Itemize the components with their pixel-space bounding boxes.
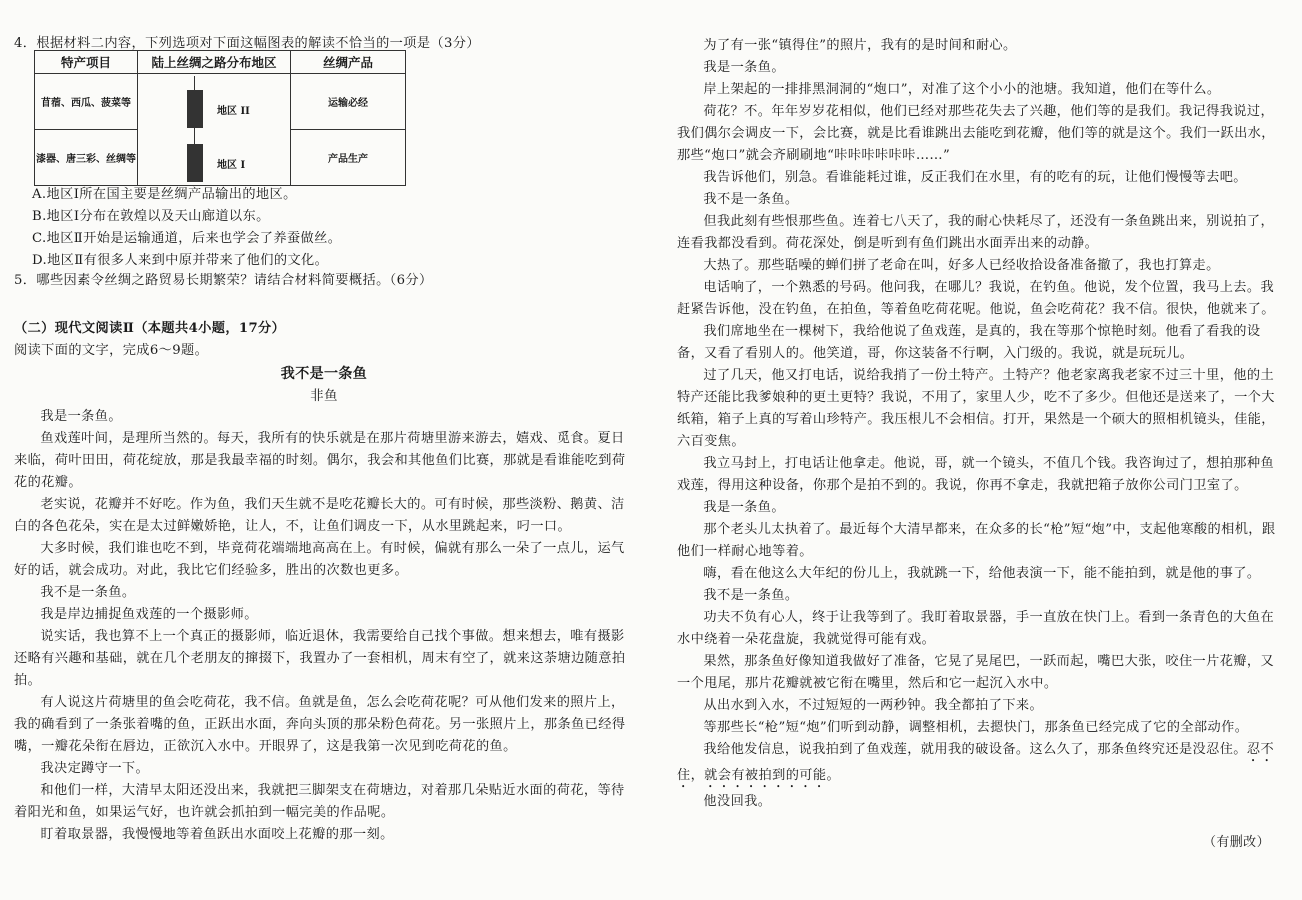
paragraph: 说实话，我也算不上一个真正的摄影师，临近退休，我需要给自己找个事做。想来想去，唯有摄影还略有兴趣和基础，就在几个老朋友的撺掇下，我置办了一套相机，周末有空了，就来这荼塘边随意拍拍。 — [14, 629, 626, 688]
option-a: A.地区Ⅰ所在国主要是丝绸产品输出的地区。 — [32, 187, 297, 202]
story-author: 非鱼 — [310, 388, 338, 404]
paragraph: 果然，那条鱼好像知道我做好了准备，它晃了晃尾巴，一跃而起，嘴巴大张，咬住一片花瓣，又一个甩尾，那片花瓣就被它衔在嘴里，然后和它一起沉入水中。 — [677, 654, 1275, 691]
paragraph: 我是岸边捕捉鱼戏莲的一个摄影师。 — [40, 607, 258, 622]
paragraph: 但我此刻有些恨那些鱼。连着七八天了，我的耐心快耗尽了，还没有一条鱼跳出来，别说拍了，连看我都没看到。荷花深处，倒是听到有鱼们跳出水面弄出来的动静。 — [677, 214, 1275, 251]
paragraph: 那个老头儿太执着了。最近每个大清早都来，在众多的长“枪”短“炮”中，支起他寒酸的相机，跟他们一样耐心地等着。 — [677, 522, 1276, 559]
paragraph: 有人说这片荷塘里的鱼会吃荷花，我不信。鱼就是鱼，怎么会吃荷花呢？可从他们发来的照片上，我的确看到了一条张着嘴的鱼，正跃出水面，奔向头顶的那朵粉色荷花。另一张照片上，那条鱼已经得嘴，一瓣花朵衔在唇边，正欲沉入水中。开眼界了，这是我第一次见到吃荷花的鱼。 — [14, 695, 626, 754]
table-header: 特产项目 — [35, 51, 138, 74]
option-b: B.地区Ⅰ分布在敦煌以及天山廊道以东。 — [32, 209, 270, 224]
table-row — [35, 74, 406, 130]
paragraph: 我不是一条鱼。 — [40, 585, 136, 600]
paragraph: 电话响了，一个熟悉的号码。他问我，在哪儿？我说，在钓鱼。他说，发个位置，我马上去。我赶紧告诉他，没在钓鱼，在拍鱼，等着鱼吃荷花呢。他说，鱼会吃荷花？我不信。很快，他就来了。 — [677, 280, 1275, 317]
story-body-left — [14, 406, 634, 846]
region-1-label: 地区 I — [217, 160, 246, 171]
region-2-label: 地区 II — [217, 106, 250, 117]
table-header: 陆上丝绸之路分布地区 — [138, 51, 291, 74]
option-c: C.地区Ⅱ开始是运输通道，后来也学会了养蚕做丝。 — [32, 231, 342, 246]
paragraph: 我是一条鱼。 — [703, 60, 785, 75]
route-line — [194, 128, 195, 144]
table-cell-product: 产品生产 — [291, 130, 406, 186]
paragraph: 为了有一张“镇得住”的照片，我有的是时间和耐心。 — [703, 38, 1017, 53]
section-heading: （二）现代文阅读Ⅱ（本题共4小题，17分） — [14, 321, 286, 336]
paragraph: 我是一条鱼。 — [703, 500, 785, 515]
paragraph: 大热了。那些聒噪的蝉们拼了老命在叫，好多人已经收拾设备准备撤了，我也打算走。 — [703, 258, 1220, 273]
paragraph: 我不是一条鱼。 — [703, 192, 799, 207]
paragraph: 我告诉他们，别急。看谁能耗过谁，反正我们在水里，有的吃有的玩，让他们慢慢等去吧。 — [703, 170, 1247, 185]
paragraph: 我立马封上，打电话让他拿走。他说，哥，就一个镜头，不值几个钱。我咨询过了，想拍那种鱼戏莲，得用这种设备，你那个是拍不到的。我说，你再不拿走，我就把箱子放你公司门卫室了。 — [677, 456, 1275, 493]
paragraph: 我是一条鱼。 — [40, 409, 122, 424]
region-diagram-cell — [138, 74, 291, 186]
question-4-stem: 4．根据材料二内容，下列选项对下面这幅图表的解读不恰当的一项是（3分） — [14, 36, 480, 51]
table-cell-product: 运输必经 — [291, 74, 406, 130]
paragraph: 过了几天，他又打电话，说给我捎了一份土特产。土特产？他老家离我老家不过三十里，他的土特产还能比我爹娘种的更土更特？我说，不用了，家里人少，吃不了多少。但他还是送来了，一个大纸箱，箱子上真的写着山珍特产。我压根儿不会相信。打开，果然是一个硕大的照相机镜头，佳能，六百变焦。 — [677, 368, 1275, 449]
paragraph: 从出水到入水，不过短短的一两秒钟。我全都拍了下来。 — [703, 698, 1044, 713]
question-4-options — [32, 184, 341, 272]
table-header: 丝绸产品 — [291, 51, 406, 74]
paragraph: 荷花？不。年年岁岁花相似，他们已经对那些花失去了兴趣，他们等的是我们。我记得我说过，我们偶尔会调皮一下，会比赛，就是比看谁跳出去能吃到花瓣，他们等的就是这个。我们一跃出水，那些“炮口”就会齐刷刷地“咔咔咔咔咔咔……” — [677, 104, 1275, 163]
paragraph: 功夫不负有心人，终于让我等到了。我盯着取景器，手一直放在快门上。看到一条青色的大鱼在水中绕着一朵花盘旋，我就觉得可能有戏。 — [677, 610, 1275, 647]
table-cell-feature: 苜蓿、西瓜、菠菜等 — [35, 74, 138, 130]
edit-note: （有删改） — [1202, 835, 1270, 850]
emphasized-text: 忍不住，就会有被拍到的可能。 — [677, 742, 1275, 783]
paragraph: 我决定蹲守一下。 — [40, 761, 150, 776]
story-title: 我不是一条鱼 — [280, 366, 368, 382]
paragraph: 他没回我。 — [703, 794, 772, 809]
story-body-right — [677, 35, 1282, 813]
question-5: 5．哪些因素令丝绸之路贸易长期繁荣？请结合材料简要概括。（6分） — [14, 273, 433, 288]
table-header-row — [35, 51, 406, 74]
paragraph: 我们席地坐在一棵树下，我给他说了鱼戏莲，是真的，我在等那个惊艳时刻。他看了看我的设备，又看了看别人的。他笑道，哥，你这装备不行啊，入门级的。我说，就是玩玩儿。 — [677, 324, 1261, 361]
paragraph: 盯着取景器，我慢慢地等着鱼跃出水面咬上花瓣的那一刻。 — [40, 827, 394, 842]
paragraph: 鱼戏莲叶间，是理所当然的。每天，我所有的快乐就是在那片荷塘里游来游去，嬉戏、觅食。夏日来临，荷叶田田，荷花绽放，那是我最幸福的时刻。偶尔，我会和其他鱼们比赛，那就是看谁能吃到荷花的花瓣。 — [14, 431, 626, 490]
paragraph: 大多时候，我们谁也吃不到，毕竟荷花端端地高高在上。有时候，偏就有那么一朵了一点儿，运气好的话，就会成功。对此，我比它们经验多，胜出的次数也更多。 — [14, 541, 625, 578]
paragraph: 和他们一样，大清早太阳还没出来，我就把三脚架支在荷塘边，对着那几朵贴近水面的荷花，等待着阳光和鱼，如果运气好，也许就会抓拍到一幅完美的作品呢。 — [14, 783, 625, 820]
paragraph-with-emphasis — [677, 739, 1282, 791]
option-d: D.地区Ⅱ有很多人来到中原并带来了他们的文化。 — [32, 253, 329, 268]
region-1-bar — [187, 144, 203, 182]
paragraph-text: 我给他发信息，说我拍到了鱼戏莲，就用我的破设备。这么久了，那条鱼终究还是没忍住。 — [703, 742, 1247, 757]
table-cell-feature: 漆器、唐三彩、丝绸等 — [35, 130, 138, 186]
route-line — [194, 76, 195, 90]
paragraph: 老实说，花瓣并不好吃。作为鱼，我们天生就不是吃花瓣长大的。可有时候，那些淡粉、鹅黄、洁白的各色花朵，实在是太过鲜嫩娇艳，让人，不，让鱼们调皮一下，从水里跳起来，叼一口。 — [14, 497, 625, 534]
paragraph: 岸上架起的一排排黑洞洞的“炮口”，对准了这个小小的池塘。我知道，他们在等什么。 — [703, 82, 1221, 97]
silk-road-table — [34, 50, 406, 186]
paragraph: 嗨，看在他这么大年纪的份儿上，我就跳一下，给他表演一下，能不能拍到，就是他的事了。 — [703, 566, 1261, 581]
region-diagram — [139, 76, 289, 183]
paragraph: 等那些长“枪”短“炮”们听到动静，调整相机，去摁快门，那条鱼已经完成了它的全部动作。 — [703, 720, 1249, 735]
section-instruction: 阅读下面的文字，完成6～9题。 — [14, 343, 209, 358]
paragraph: 我不是一条鱼。 — [703, 588, 799, 603]
region-2-bar — [187, 90, 203, 128]
